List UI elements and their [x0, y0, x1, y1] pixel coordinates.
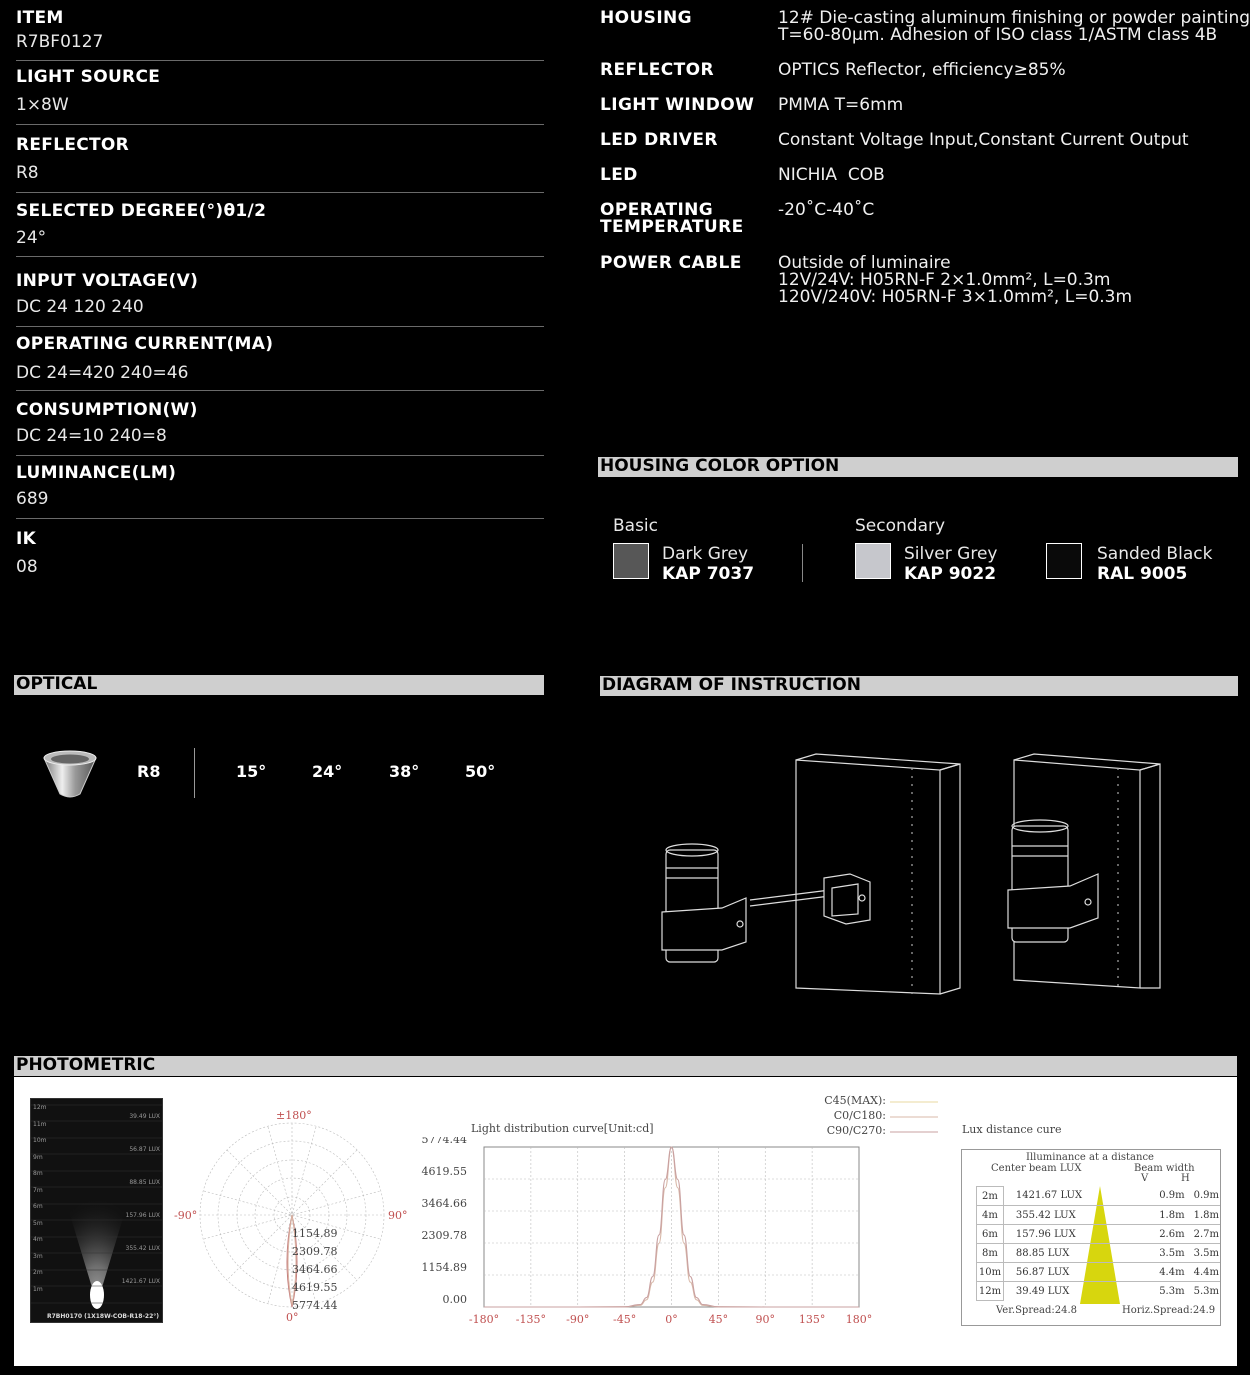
diagram-header: DIAGRAM OF INSTRUCTION — [600, 676, 1238, 696]
spec-value: R7BF0127 — [16, 32, 104, 52]
row-label: 3m — [33, 1252, 43, 1260]
lux-h: 0.9m — [1193, 1190, 1219, 1202]
lux-header-v: V — [1141, 1173, 1149, 1184]
detail-label: LIGHT WINDOW — [600, 95, 755, 115]
spec-value: 08 — [16, 557, 38, 577]
spec-label: CONSUMPTION(W) — [16, 400, 198, 420]
installation-diagram — [650, 750, 1190, 1000]
polar-ring-label: 4619.55 — [292, 1281, 338, 1294]
detail-label: HOUSING — [600, 8, 693, 28]
beam-image — [30, 1098, 163, 1323]
lux-header-h: H — [1181, 1173, 1190, 1184]
reflector-label: R8 — [137, 762, 161, 781]
row-label: 10m — [33, 1137, 47, 1144]
lux-v: 4.4m — [1159, 1266, 1185, 1278]
housing-color-header: HOUSING COLOR OPTION — [598, 457, 1238, 477]
divider — [802, 544, 803, 582]
photometric-panel — [14, 1077, 1237, 1366]
x-tick-label: 180° — [845, 1313, 873, 1326]
table-row — [977, 1187, 1221, 1206]
beam-angle-option[interactable]: 15° — [236, 762, 267, 781]
spec-item — [16, 193, 544, 257]
spec-item — [16, 519, 544, 589]
lux-label: 157.96 LUX — [125, 1212, 160, 1219]
detail-label: LED — [600, 165, 638, 185]
spec-label: LUMINANCE(LM) — [16, 463, 177, 483]
detail-label: LED DRIVER — [600, 130, 718, 150]
spec-item — [16, 456, 544, 519]
polar-top-label: ±180° — [276, 1109, 312, 1122]
lux-h: 5.3m — [1193, 1285, 1219, 1297]
optical-header: OPTICAL — [14, 675, 544, 695]
color-name: Silver Grey — [904, 544, 998, 564]
x-tick-label: 0° — [665, 1313, 678, 1326]
spec-item — [16, 257, 544, 327]
spec-value: 689 — [16, 489, 49, 509]
x-tick-label: 90° — [755, 1313, 775, 1326]
lux-value: 157.96 LUX — [1015, 1228, 1076, 1240]
color-name: Dark Grey — [662, 544, 749, 564]
legend-item-c45: C45(MAX): — [824, 1094, 886, 1107]
color-name: Sanded Black — [1097, 544, 1213, 564]
spec-label: SELECTED DEGREE(°)θ1/2 — [16, 201, 267, 221]
row-label: 11m — [33, 1120, 47, 1128]
spec-item — [16, 61, 544, 125]
lux-label: 1421.67 LUX — [121, 1278, 160, 1285]
lux-value: 355.42 LUX — [1015, 1209, 1076, 1221]
lux-distance: 6m — [977, 1225, 1004, 1244]
lux-distance: 10m — [977, 1263, 1004, 1282]
lux-value: 39.49 LUX — [1015, 1285, 1070, 1297]
legend-item-c0: C0/C180: — [833, 1109, 886, 1122]
x-tick-label: -90° — [566, 1313, 590, 1326]
y-tick-label: 3464.66 — [421, 1197, 467, 1210]
y-tick-label: 2309.78 — [421, 1229, 467, 1242]
color-code: KAP 7037 — [662, 564, 755, 584]
beam-image-labels — [33, 1100, 46, 1298]
lux-distance: 8m — [977, 1244, 1004, 1263]
lux-title: Lux distance cure — [962, 1123, 1062, 1136]
lux-header: Illuminance at a distance — [1026, 1152, 1154, 1163]
spec-label: REFLECTOR — [16, 135, 130, 155]
row-label: 6m — [33, 1203, 43, 1210]
lux-h: 3.5m — [1193, 1247, 1219, 1259]
detail-value: 12# Die-casting aluminum finishing or powder painting T=60-80μm. Adhesion of ISO class 1/ASTM class 4B — [778, 8, 1250, 45]
detail-label: OPERATING TEMPERATURE — [600, 200, 744, 237]
x-tick-label: -135° — [515, 1313, 546, 1326]
row-label: 5m — [33, 1219, 43, 1227]
spec-value: R8 — [16, 163, 39, 183]
chart-title: Light distribution curve[Unit:cd] — [471, 1122, 654, 1135]
lux-label: 355.42 LUX — [125, 1245, 160, 1252]
x-tick-label: 135° — [798, 1313, 826, 1326]
row-label: 1m — [33, 1285, 43, 1293]
polar-ring-label: 3464.66 — [292, 1263, 338, 1276]
lux-h: 1.8m — [1193, 1209, 1219, 1221]
spec-label: INPUT VOLTAGE(V) — [16, 271, 199, 291]
x-tick-label: -45° — [613, 1313, 637, 1326]
lux-label: 39.49 LUX — [129, 1113, 160, 1120]
lux-value: 1421.67 LUX — [1015, 1190, 1083, 1202]
detail-label: POWER CABLE — [600, 253, 742, 273]
x-tick-label: -180° — [468, 1313, 500, 1326]
lux-distance-box — [961, 1149, 1221, 1326]
beam-image-caption: R7BH0170 (1X18W-COB-R18-22°) — [47, 1313, 160, 1320]
table-row — [977, 1225, 1221, 1244]
spec-label: IK — [16, 529, 37, 549]
spec-value: DC 24=420 240=46 — [16, 363, 189, 383]
detail-value: Constant Voltage Input,Constant Current Output — [778, 130, 1189, 150]
spec-item — [16, 6, 544, 61]
beam-angle-option[interactable]: 24° — [312, 762, 343, 781]
polar-bottom-label: 0° — [286, 1311, 299, 1324]
lux-value: 88.85 LUX — [1015, 1247, 1070, 1259]
lux-distance: 2m — [977, 1187, 1004, 1206]
color-code: RAL 9005 — [1097, 564, 1188, 584]
reflector-icon — [42, 748, 98, 800]
color-code: KAP 9022 — [904, 564, 997, 584]
lux-v: 1.8m — [1159, 1209, 1185, 1221]
hor-spread: Horiz.Spread:24.9 — [1122, 1305, 1216, 1316]
y-tick-label: 4619.55 — [421, 1165, 467, 1178]
secondary-label: Secondary — [855, 516, 946, 536]
spec-value: 24° — [16, 228, 47, 248]
polar-ring-label: 1154.89 — [292, 1227, 338, 1240]
detail-value: NICHIA COB — [778, 165, 885, 185]
lux-distance: 4m — [977, 1206, 1004, 1225]
spec-value: DC 24=10 240=8 — [16, 426, 167, 446]
spec-label: OPERATING CURRENT(MA) — [16, 334, 274, 354]
beam-angle-option[interactable]: 50° — [465, 762, 496, 781]
table-row — [977, 1282, 1221, 1301]
detail-label: REFLECTOR — [600, 60, 714, 80]
lux-label: 56.87 LUX — [129, 1146, 160, 1153]
row-label: 7m — [33, 1186, 43, 1194]
lux-table — [976, 1186, 1220, 1301]
lux-distance: 12m — [977, 1282, 1004, 1301]
spec-item — [16, 391, 544, 456]
basic-label: Basic — [613, 516, 659, 536]
polar-chart — [174, 1103, 414, 1331]
light-distribution-chart — [404, 1137, 944, 1337]
beam-angle-option[interactable]: 38° — [389, 762, 420, 781]
row-label: 8m — [33, 1170, 43, 1177]
lux-v: 0.9m — [1159, 1190, 1185, 1202]
color-swatch-dark-grey[interactable] — [613, 543, 649, 579]
table-row — [977, 1263, 1221, 1282]
divider — [194, 748, 195, 798]
detail-value: OPTICS Reflector, efficiency≥85% — [778, 60, 1066, 80]
spec-label: ITEM — [16, 8, 64, 28]
lux-v: 5.3m — [1159, 1285, 1185, 1297]
detail-value: PMMA T=6mm — [778, 95, 904, 115]
legend-lines — [890, 1101, 938, 1135]
row-label: 2m — [33, 1269, 43, 1276]
lux-v: 3.5m — [1159, 1247, 1185, 1259]
table-row — [977, 1206, 1221, 1225]
photometric-header: PHOTOMETRIC — [14, 1056, 1237, 1076]
detail-value: Outside of luminaire 12V/24V: H05RN-F 2×1.0mm², L=0.3m 120V/240V: H05RN-F 3×1.0mm², L=0.3m — [778, 253, 1133, 307]
lux-v: 2.6m — [1159, 1228, 1185, 1240]
row-label: 12m — [33, 1104, 47, 1111]
row-label: 9m — [33, 1153, 43, 1161]
color-swatch-sanded-black[interactable] — [1046, 543, 1082, 579]
lux-h: 4.4m — [1193, 1266, 1219, 1278]
lux-label: 88.85 LUX — [129, 1179, 160, 1186]
beam-image-lux — [122, 1100, 160, 1298]
y-tick-label: 0.00 — [442, 1293, 467, 1306]
spec-value: 1×8W — [16, 95, 69, 115]
lux-h: 2.7m — [1193, 1228, 1219, 1240]
color-swatch-silver-grey[interactable] — [855, 543, 891, 579]
detail-value: -20˚C-40˚C — [778, 200, 875, 220]
row-label: 4m — [33, 1236, 43, 1243]
lux-header-width: Beam width — [1134, 1163, 1195, 1174]
table-row — [977, 1244, 1221, 1263]
spec-value: DC 24 120 240 — [16, 297, 144, 317]
x-tick-label: 45° — [708, 1313, 729, 1326]
lux-value: 56.87 LUX — [1015, 1266, 1070, 1278]
spec-item — [16, 327, 544, 391]
legend-item-c90: C90/C270: — [826, 1124, 886, 1137]
lux-header-center: Center beam LUX — [991, 1163, 1082, 1174]
polar-ring-label: 5774.44 — [292, 1299, 338, 1312]
polar-left-label: -90° — [174, 1209, 198, 1222]
y-tick-label: 5774.44 — [421, 1137, 467, 1146]
polar-ring-label: 2309.78 — [292, 1245, 338, 1258]
spec-label: LIGHT SOURCE — [16, 67, 161, 87]
spec-item — [16, 125, 544, 193]
y-tick-label: 1154.89 — [421, 1261, 467, 1274]
chart-legend — [814, 1093, 886, 1138]
ver-spread: Ver.Spread:24.8 — [996, 1305, 1078, 1316]
polar-right-label: 90° — [388, 1209, 408, 1222]
